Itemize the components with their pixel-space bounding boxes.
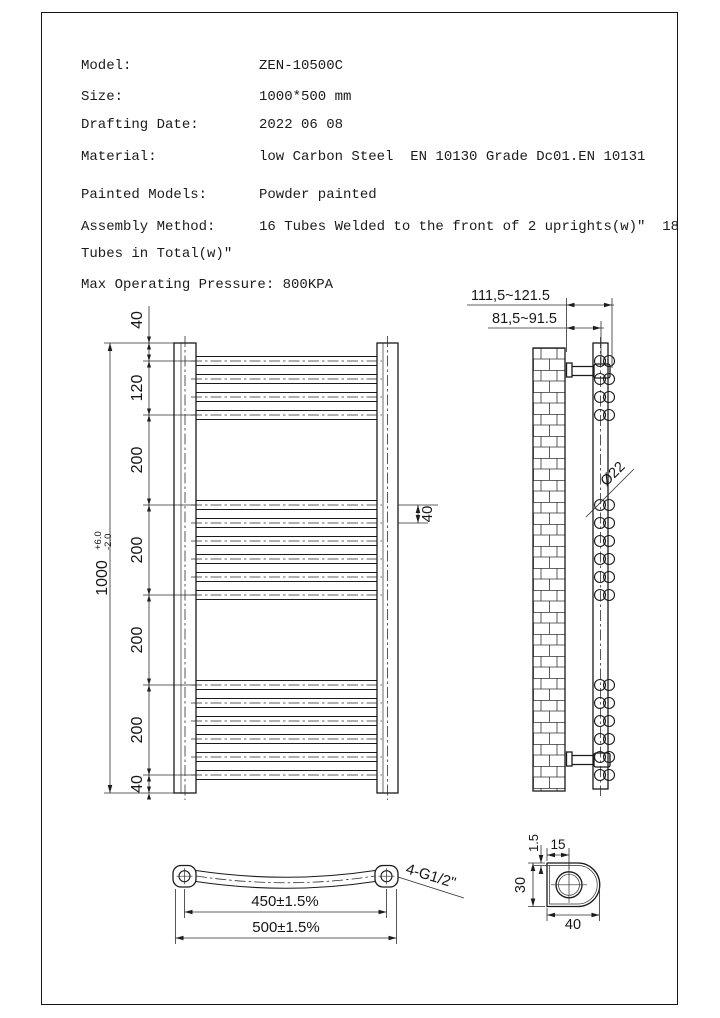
- dim-hole-offset: 15: [550, 837, 566, 852]
- dim-wall-upper: 111,5~121.5: [471, 288, 550, 304]
- dim-overall-height: [93, 531, 114, 596]
- dim-120: 120: [129, 374, 146, 402]
- bottom-bracket: [567, 752, 611, 767]
- dim-200-a: 200: [129, 446, 146, 474]
- side-tube-sections: [595, 356, 615, 781]
- dim-40-bottom: 40: [129, 775, 146, 793]
- spec-label: Tubes in Total(w)": [81, 246, 233, 262]
- dim-overall-500: 500±1.5%: [252, 919, 320, 936]
- spec-label: Painted Models:: [81, 187, 208, 203]
- dim-profile-width: 40: [564, 917, 582, 933]
- spec-value: low Carbon Steel EN 10130 Grade Dc01.EN 10131: [259, 149, 646, 165]
- spec-value: 2022 06 08: [259, 117, 344, 133]
- dim-profile-height: 30: [513, 876, 529, 894]
- spec-label: Drafting Date:: [81, 117, 199, 133]
- dim-thread-spec: 4-G1/2": [403, 860, 458, 892]
- dim-tube-diameter: Ø22: [597, 458, 629, 490]
- spec-label: Assembly Method:: [81, 219, 216, 235]
- spec-value: 1000*500 mm: [259, 89, 352, 105]
- dim-wall-thickness: 1.5: [526, 833, 541, 853]
- dim-200-d: 200: [129, 716, 146, 744]
- dim-200-b: 200: [129, 536, 146, 564]
- dim-40-top: 40: [129, 311, 146, 329]
- dim-centers-450: 450±1.5%: [251, 893, 319, 910]
- dim-wall-lower: 81,5~91.5: [492, 311, 557, 327]
- dim-200-c: 200: [129, 626, 146, 654]
- spec-label: Max Operating Pressure: 800KPA: [81, 277, 334, 293]
- spec-value: Powder painted: [259, 187, 377, 203]
- spec-label: Material:: [81, 149, 157, 165]
- brick-wall: [533, 348, 565, 791]
- bottom-view: [173, 861, 464, 944]
- dim-1000: 1000: [94, 560, 111, 596]
- spec-label: Size:: [81, 89, 124, 105]
- spec-value: ZEN-10500C: [259, 58, 344, 74]
- spec-label: Model:: [81, 58, 132, 74]
- front-view: [93, 306, 438, 800]
- dim-tol-minus: -2.0: [103, 533, 114, 550]
- spec-value: 16 Tubes Welded to the front of 2 uprights(w)" 18: [259, 219, 680, 235]
- dim-tube-spacing: 40: [419, 505, 436, 523]
- section-detail: [513, 834, 600, 933]
- tube-rows: [191, 357, 382, 780]
- side-view: [467, 288, 634, 796]
- dim-tol-plus: +6.0: [93, 531, 104, 550]
